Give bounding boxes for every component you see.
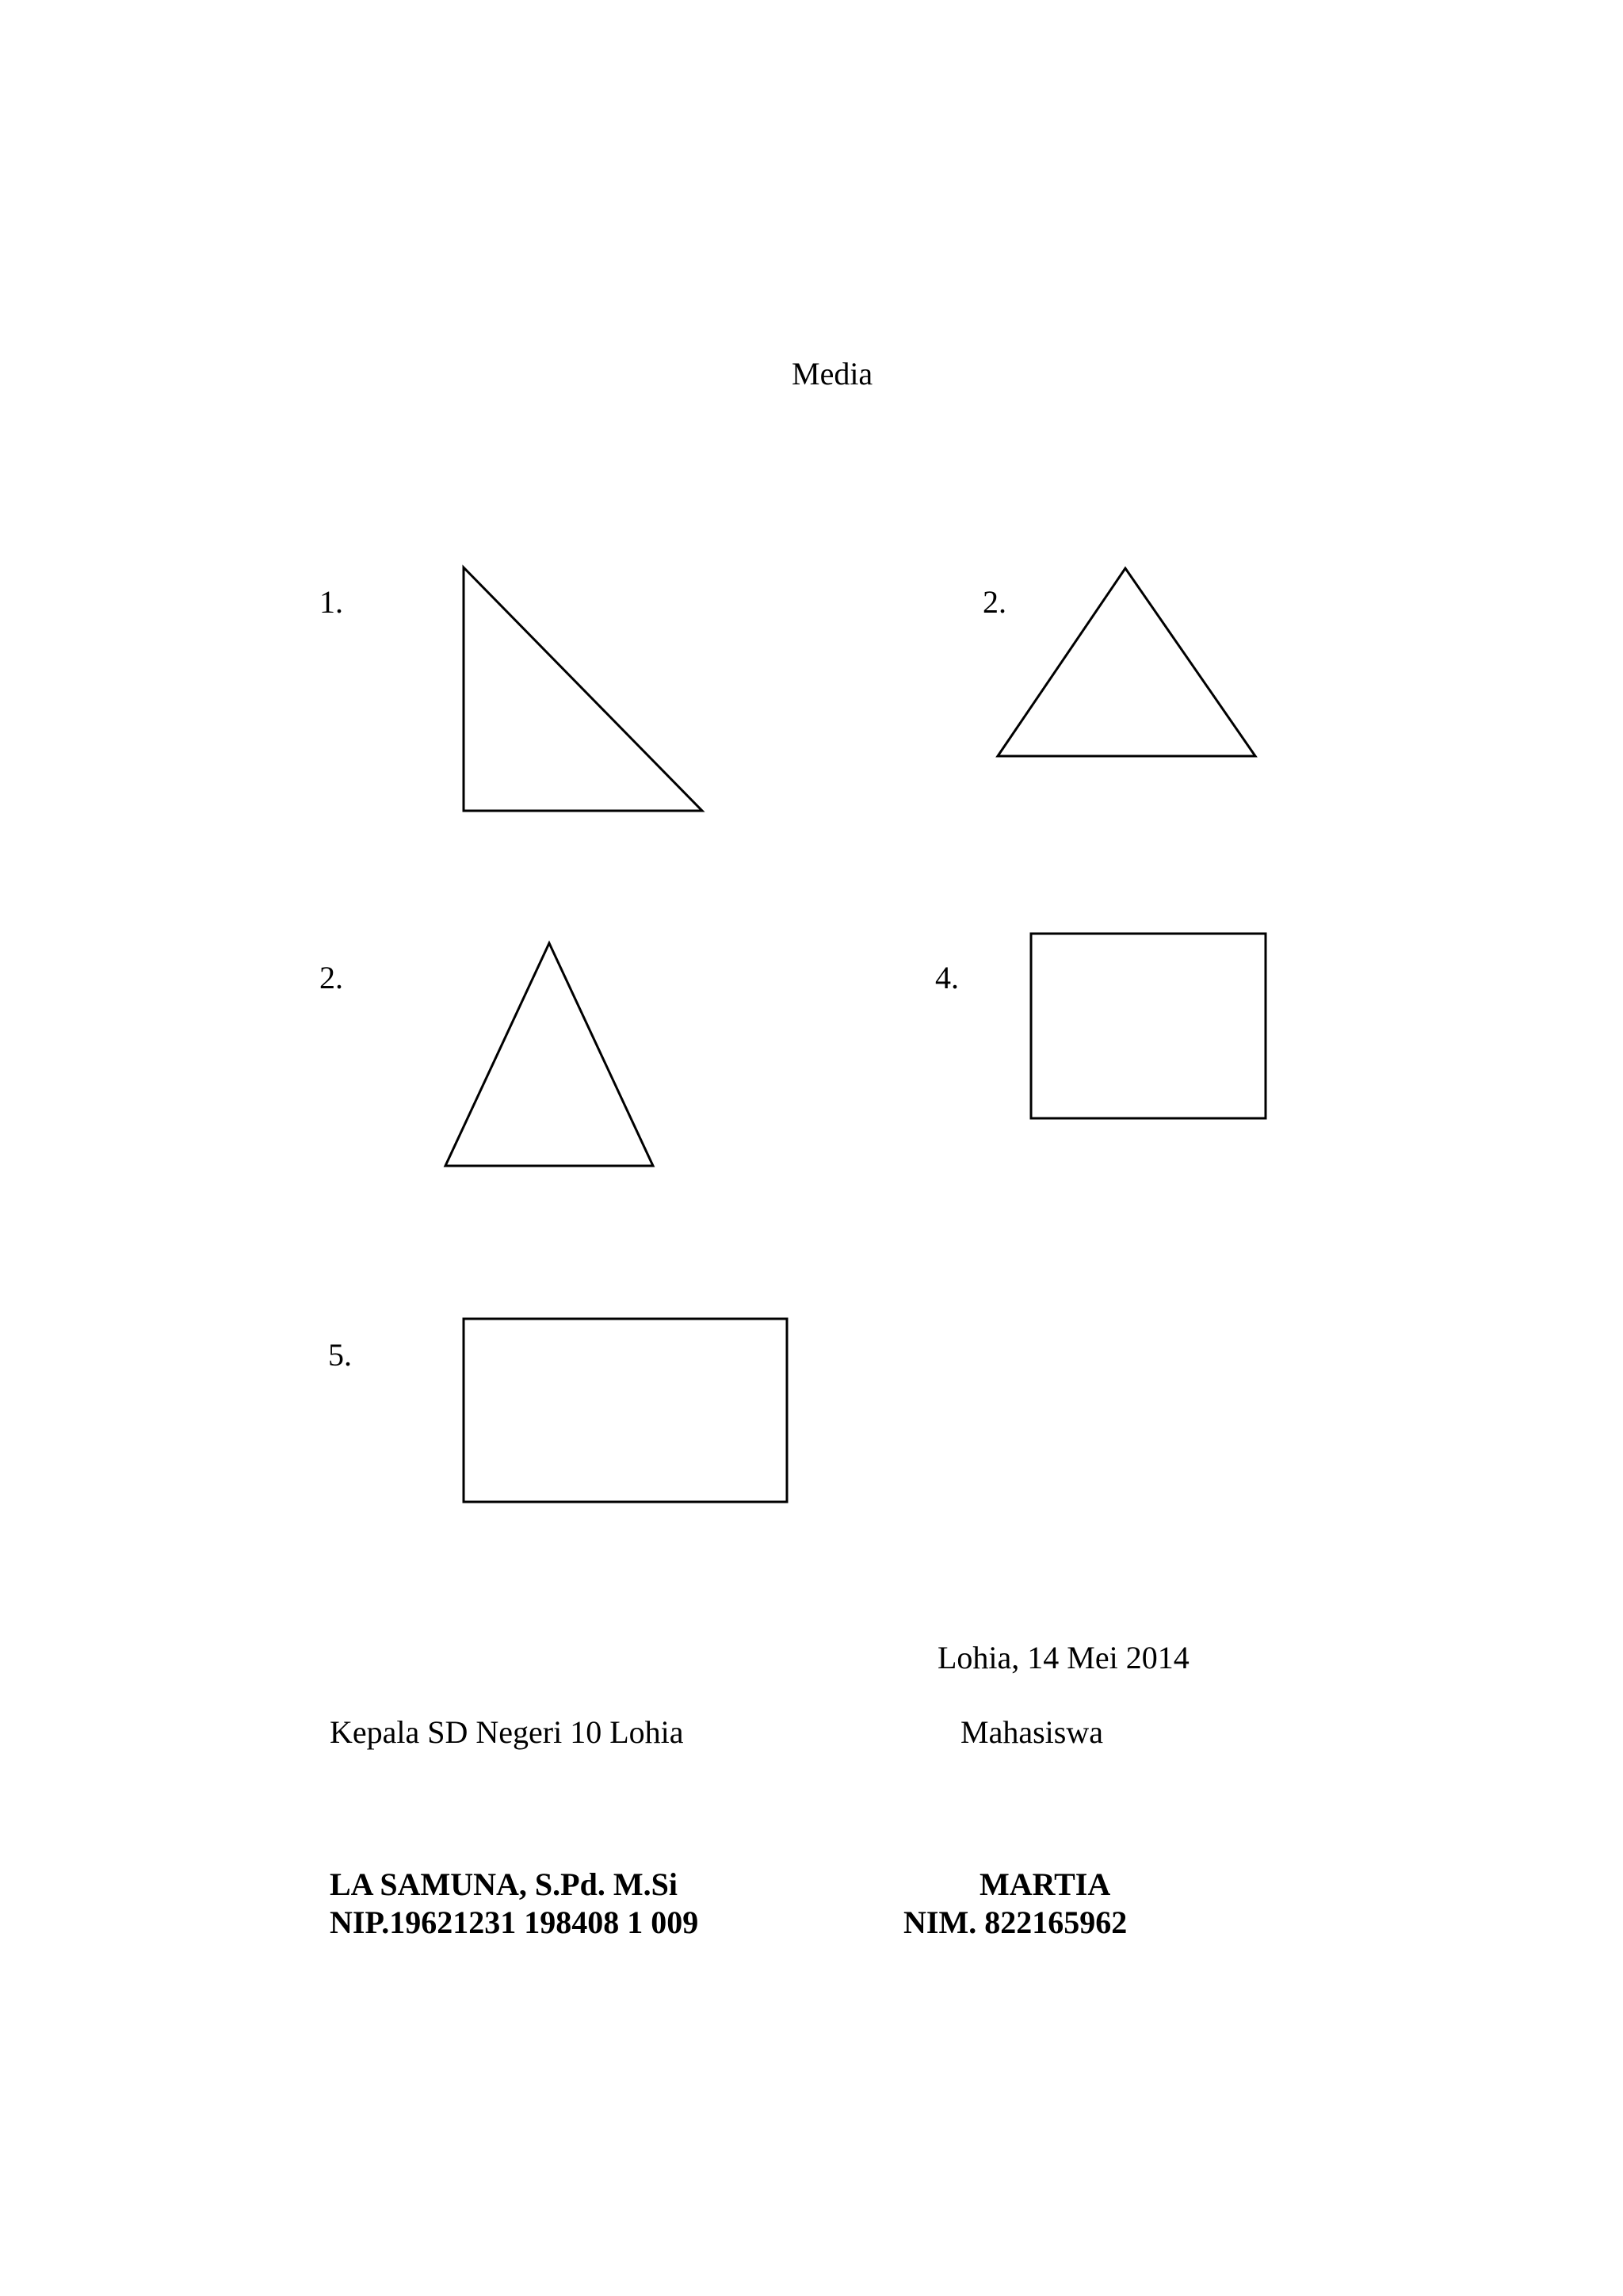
shape-label: 4.: [935, 960, 959, 995]
shape-2-triangle: [998, 568, 1255, 756]
page-title: Media: [792, 356, 873, 392]
shape-1-right-triangle: [464, 567, 702, 811]
place-date: Lohia, 14 Mei 2014: [938, 1640, 1190, 1675]
left-signer-id: NIP.19621231 198408 1 009: [330, 1904, 699, 1940]
shape-label: 2.: [983, 584, 1006, 620]
shape-label: 1.: [319, 584, 343, 620]
shape-label: 5.: [328, 1337, 352, 1373]
shape-label: 2.: [319, 960, 343, 995]
left-signer-name: LA SAMUNA, S.Pd. M.Si: [330, 1866, 678, 1902]
shape-4-rectangle: [1031, 934, 1266, 1118]
right-signer-id: NIM. 822165962: [903, 1904, 1128, 1940]
shape-5-rectangle: [464, 1319, 787, 1502]
shape-3-triangle: [445, 943, 653, 1166]
left-signer-role: Kepala SD Negeri 10 Lohia: [330, 1714, 684, 1750]
right-signer-name: MARTIA: [980, 1866, 1111, 1902]
right-signer-role: Mahasiswa: [960, 1714, 1103, 1750]
